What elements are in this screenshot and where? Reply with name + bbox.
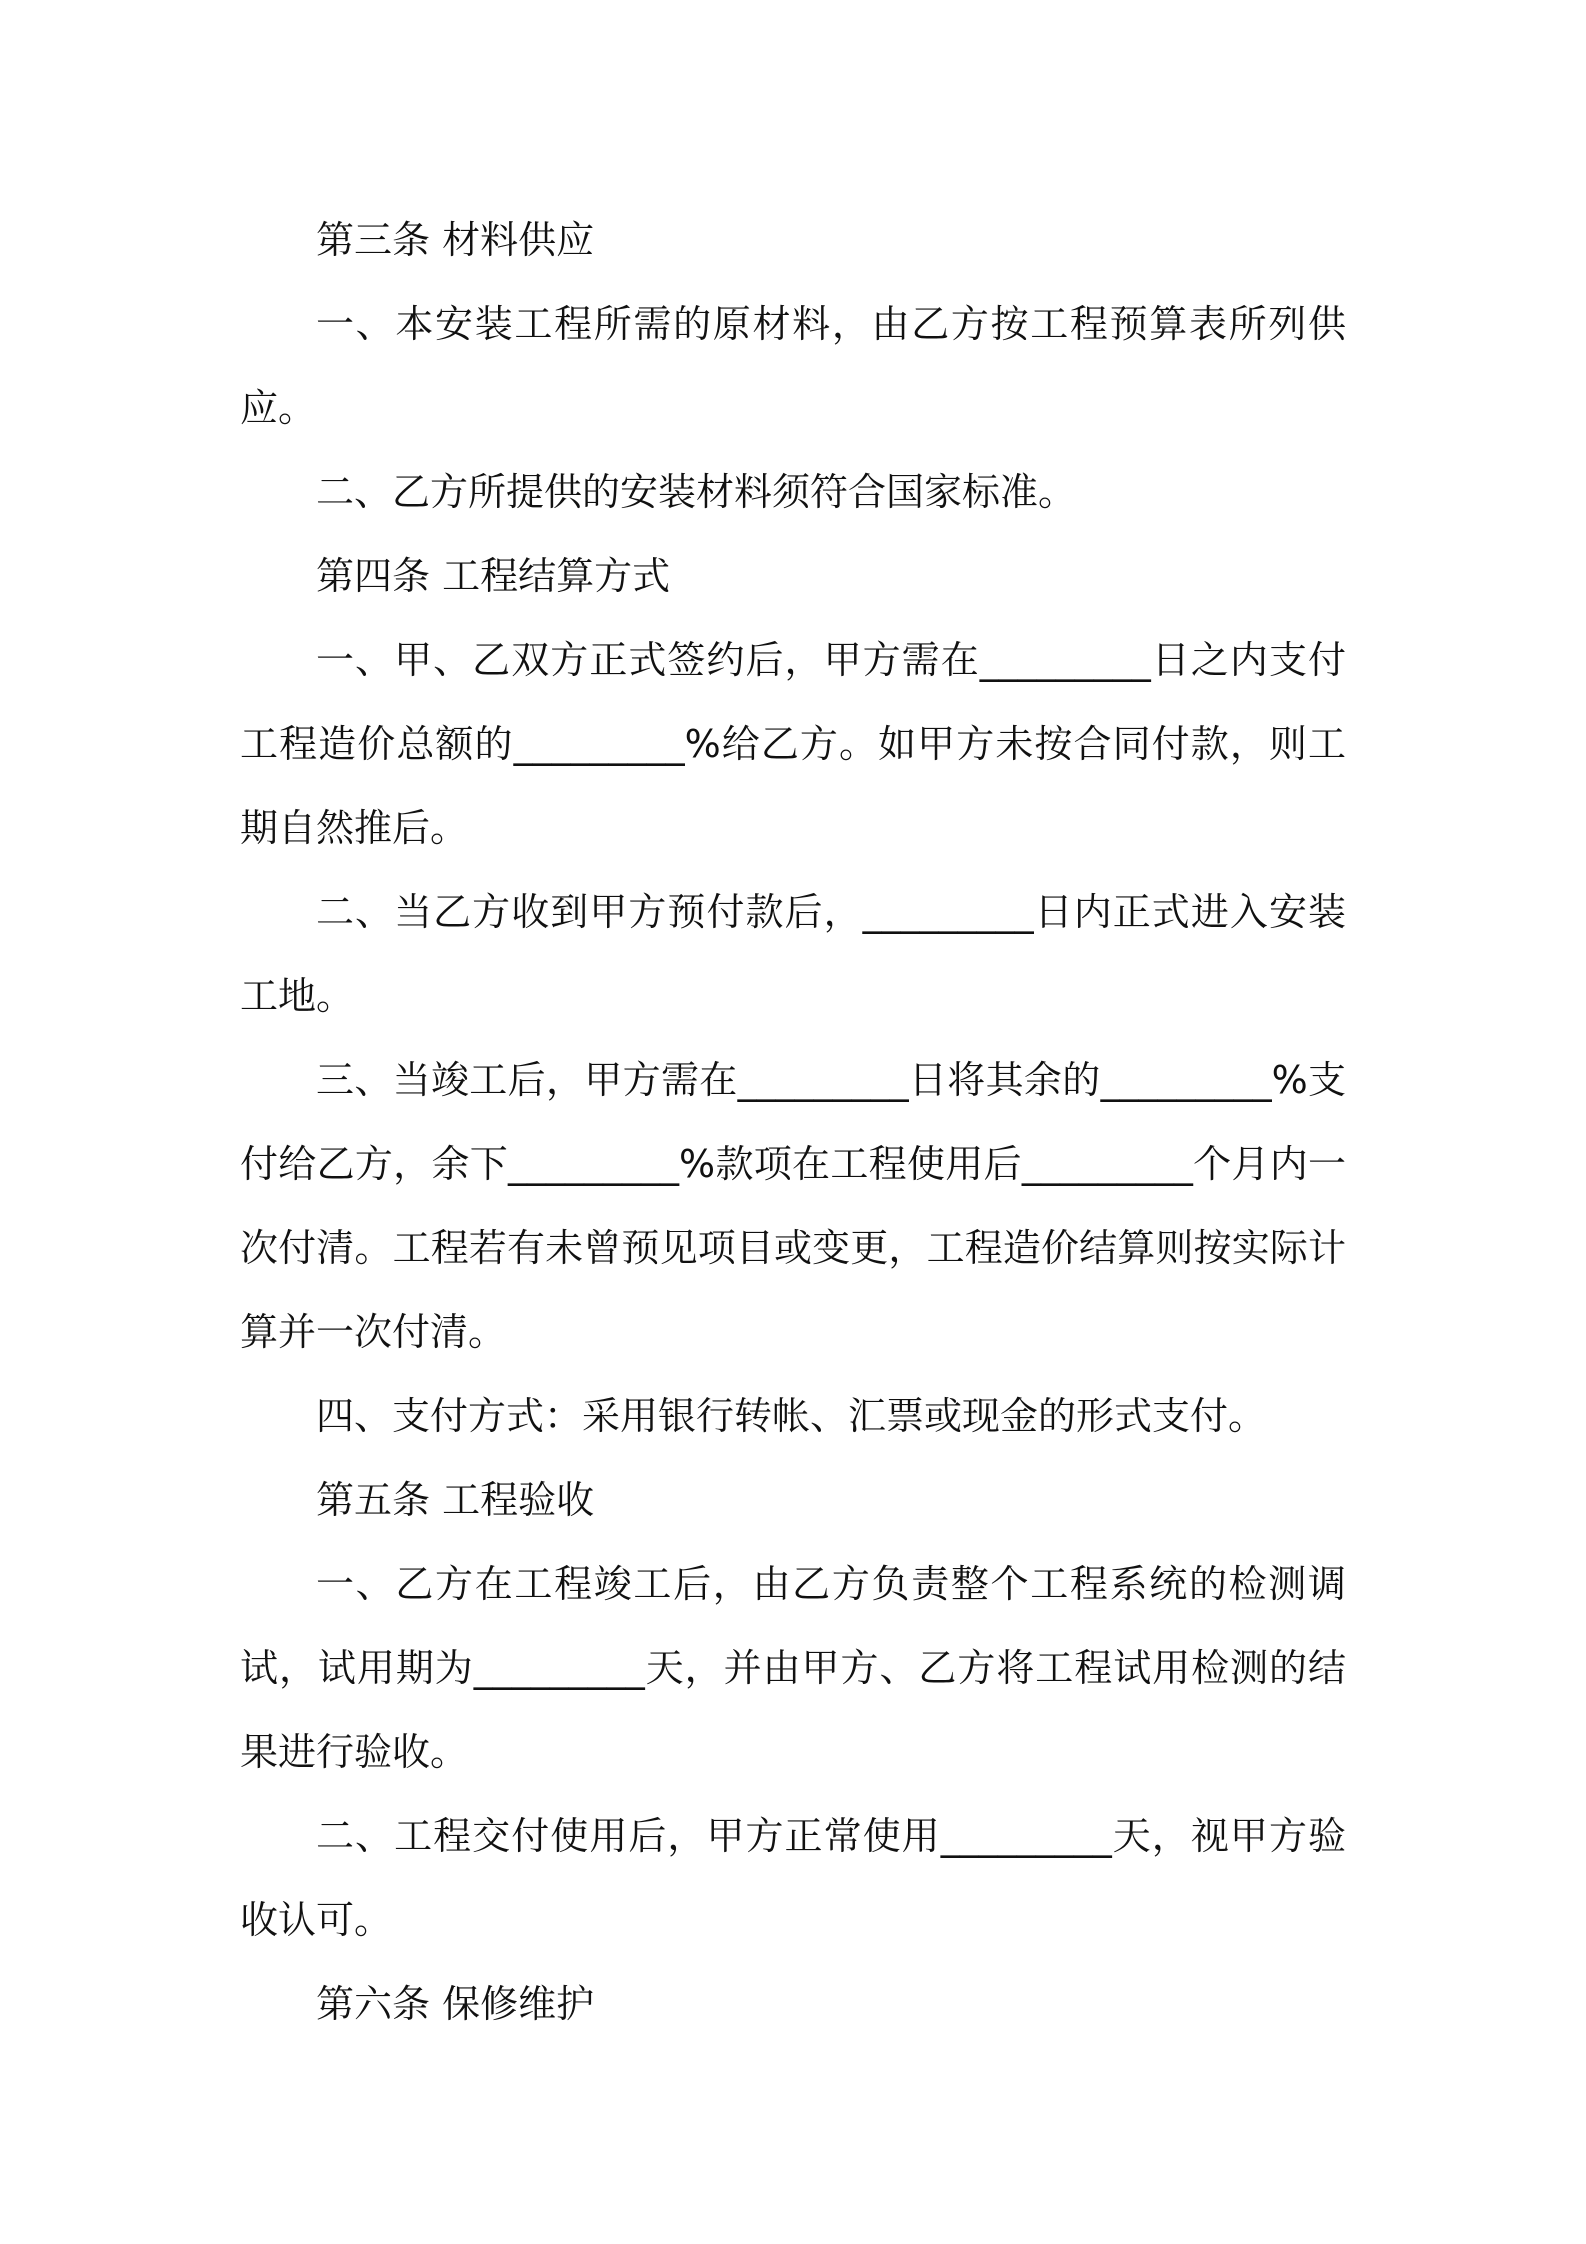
article-5-clause-1: 一、乙方在工程竣工后，由乙方负责整个工程系统的检测调试，试用期为_________天，并由甲方、乙方将工程试用检测的结果进行验收。 (240, 1562, 1346, 1774)
article-4-clause-4: 四、支付方式：采用银行转帐、汇票或现金的形式支付。 (316, 1394, 1267, 1438)
article-5-heading: 第五条 工程验收 (316, 1478, 595, 1522)
article-4-heading: 第四条 工程结算方式 (316, 554, 671, 598)
article-4-clause-3: 三、当竣工后，甲方需在_________日将其余的_________%支付给乙方，余下_________%款项在工程使用后_________个月内一次付清。工程若有未曾预见项目或变更，工程造价结算则按实际计算并一次付清。 (240, 1058, 1346, 1354)
article-3-clause-1: 一、本安装工程所需的原材料，由乙方按工程预算表所列供应。 (240, 302, 1346, 430)
article-5-clause-2: 二、工程交付使用后，甲方正常使用_________天，视甲方验收认可。 (240, 1814, 1346, 1942)
article-3-clause-2: 二、乙方所提供的安装材料须符合国家标准。 (316, 470, 1077, 514)
article-6-heading: 第六条 保修维护 (316, 1982, 595, 2026)
document-body (240, 198, 1346, 2046)
article-4-clause-2: 二、当乙方收到甲方预付款后，_________日内正式进入安装工地。 (240, 890, 1346, 1018)
article-4-clause-1: 一、甲、乙双方正式签约后，甲方需在_________日之内支付工程造价总额的_________%给乙方。如甲方未按合同付款，则工期自然推后。 (240, 638, 1346, 850)
article-3-heading: 第三条 材料供应 (316, 218, 595, 262)
